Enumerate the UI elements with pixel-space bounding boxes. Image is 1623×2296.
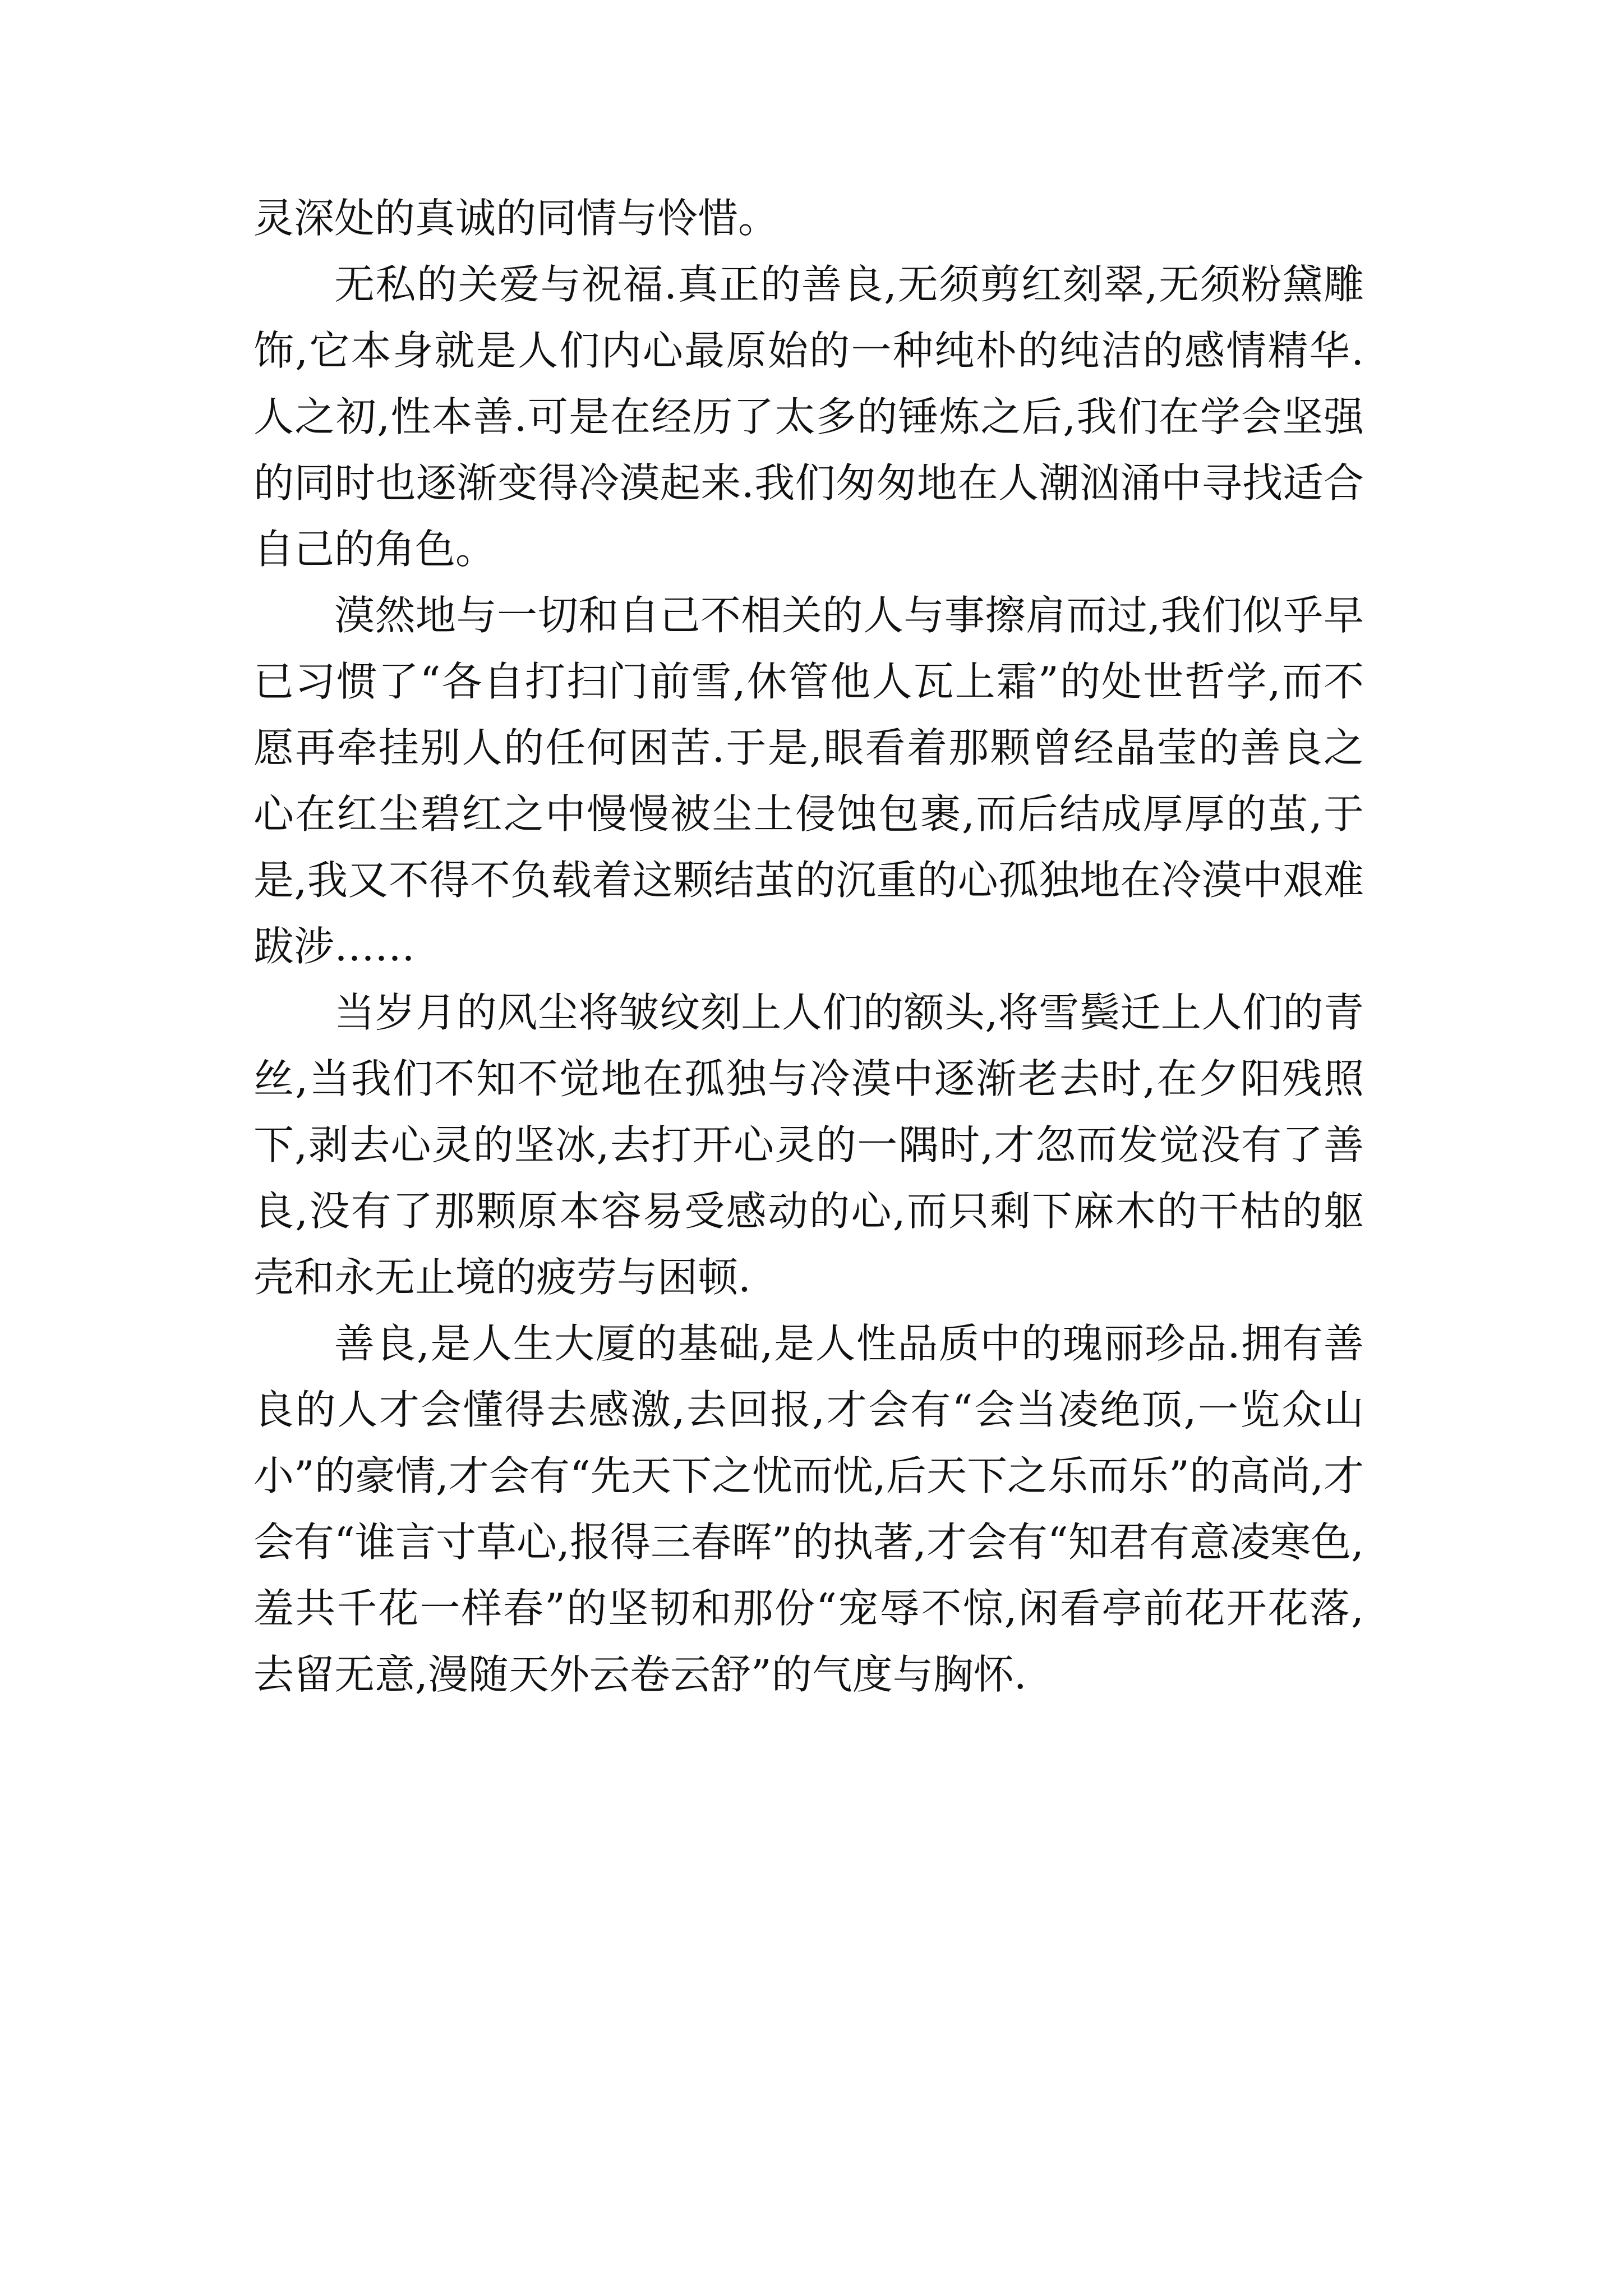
paragraph-kindness-foundation: 善良,是人生大厦的基础,是人性品质中的瑰丽珍品.拥有善良的人才会懂得去感激,去回报,才会有“会当凌绝顶,一览众山小”的豪情,才会有“先天下之忧而忧,后天下之乐而乐”的高尚,才会有“谁言寸草心,报得三春晖”的执著,才会有“知君有意凌寒色,羞共千花一样春”的坚韧和那份“宠辱不惊,闲看亭前花开花落,去留无意,漫随天外云卷云舒”的气度与胸怀. <box>253 1320 1364 1698</box>
document-body <box>253 185 1364 1708</box>
paragraph-indifference: 漠然地与一切和自己不相关的人与事擦肩而过,我们似乎早已习惯了“各自打扫门前雪,休管他人瓦上霜”的处世哲学,而不愿再牵挂别人的任何困苦.于是,眼看着那颗曾经晶莹的善良之心在红尘碧红之中慢慢被尘土侵蚀包裹,而后结成厚厚的茧,于是,我又不得不负载着这颗结茧的沉重的心孤独地在冷漠中艰难跋涉…… <box>253 592 1364 970</box>
paragraph-aging: 当岁月的风尘将皱纹刻上人们的额头,将雪鬓迁上人们的青丝,当我们不知不觉地在孤独与冷漠中逐渐老去时,在夕阳残照下,剥去心灵的坚冰,去打开心灵的一隅时,才忽而发觉没有了善良,没有了那颗原本容易受感动的心,而只剩下麻木的干枯的躯壳和永无止境的疲劳与困顿. <box>253 989 1364 1301</box>
paragraph-continued: 灵深处的真诚的同情与怜惜。 <box>253 195 779 242</box>
paragraph-selfless-love: 无私的关爱与祝福.真正的善良,无须剪红刻翠,无须粉黛雕饰,它本身就是人们内心最原始的一种纯朴的纯洁的感情精华.人之初,性本善.可是在经历了太多的锤炼之后,我们在学会坚强的同时也逐渐变得冷漠起来.我们匆匆地在人潮汹涌中寻找适合自己的角色。 <box>253 261 1364 573</box>
